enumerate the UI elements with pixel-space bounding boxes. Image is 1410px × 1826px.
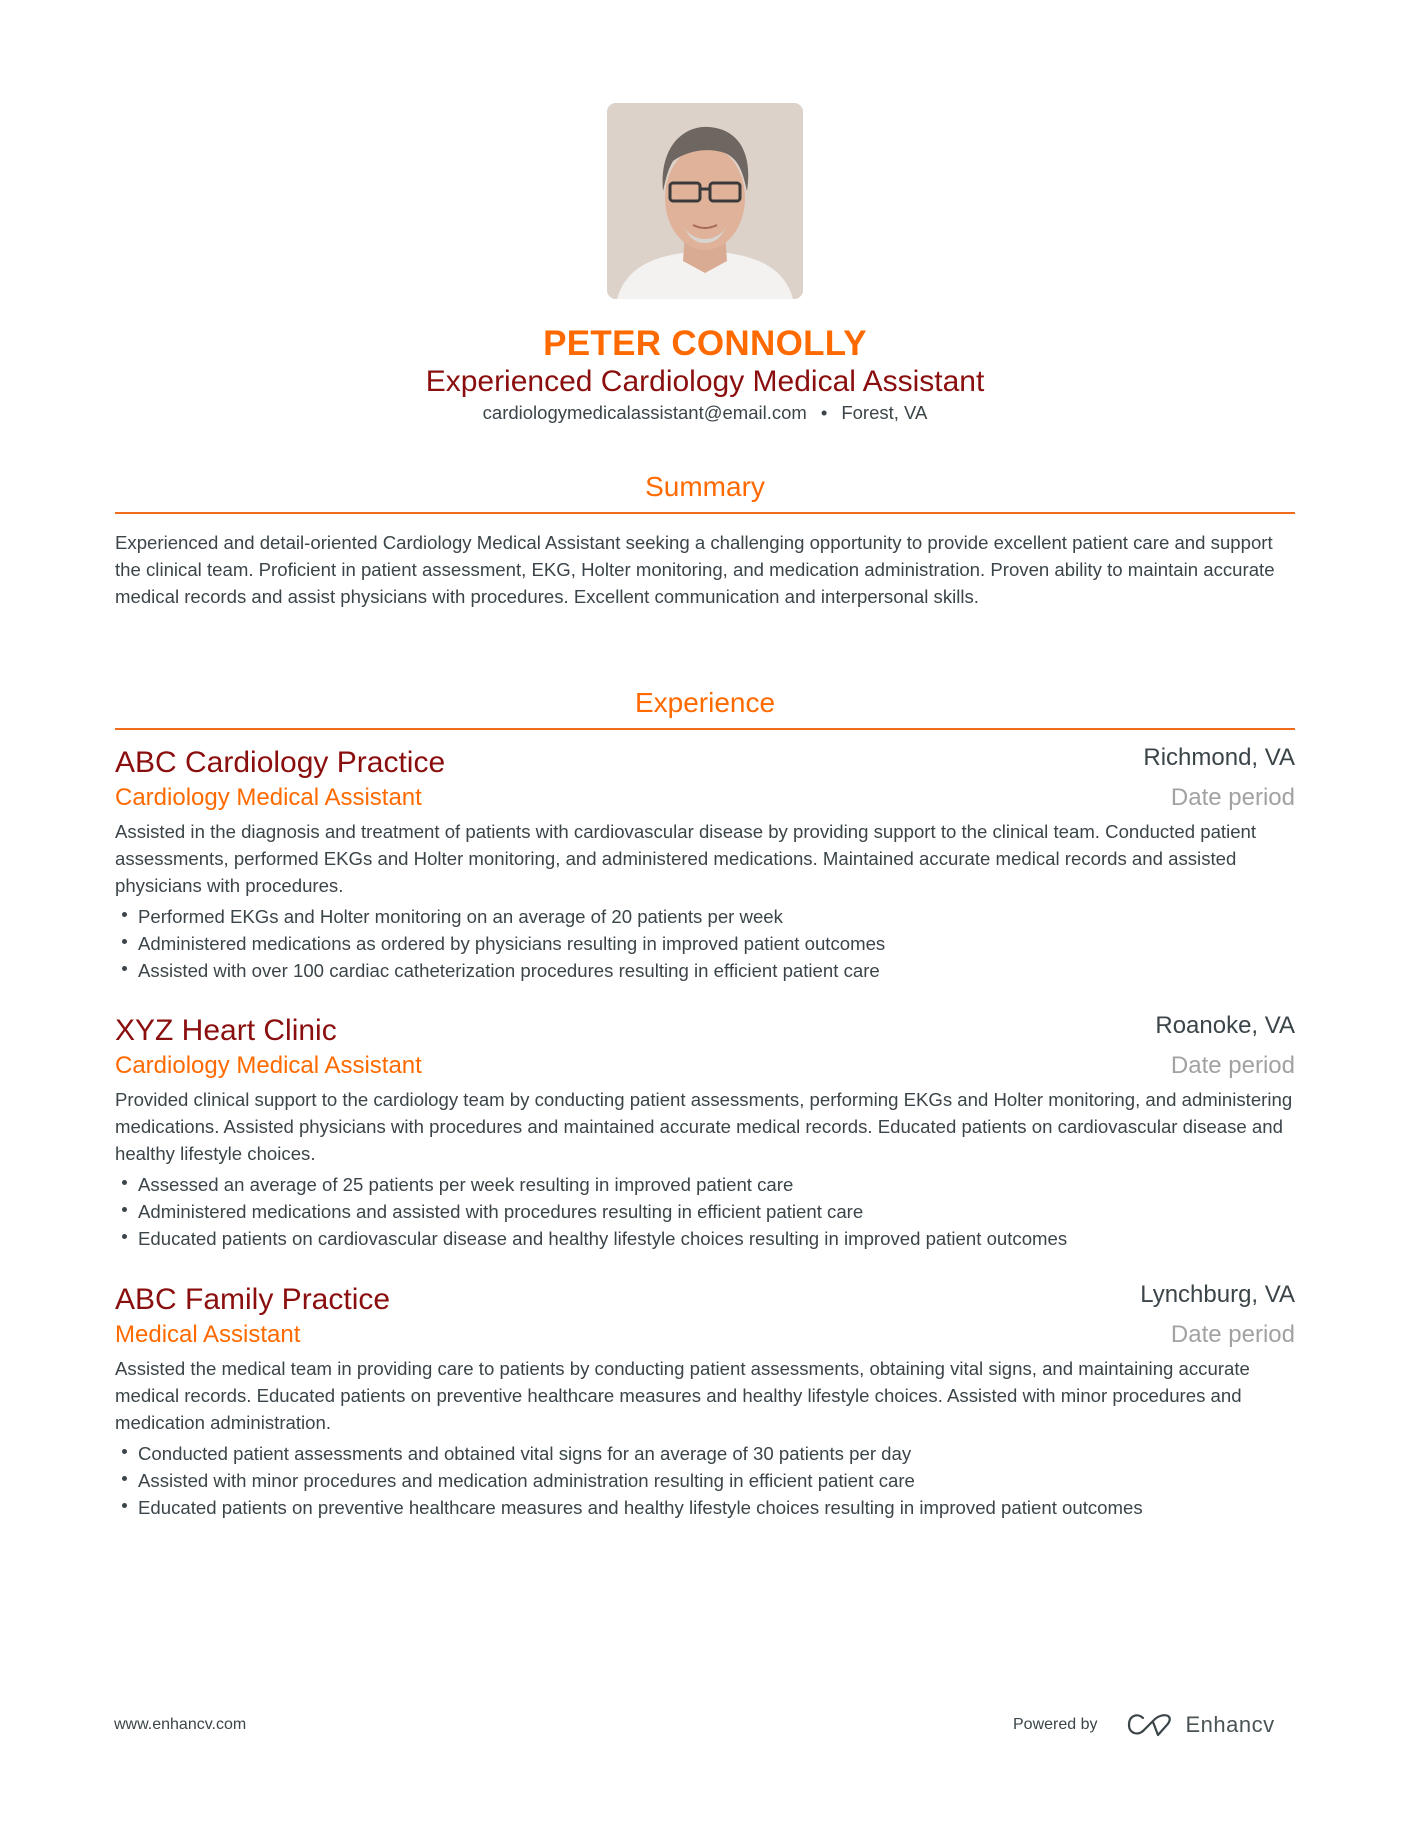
contact-info <box>0 401 1410 425</box>
job-description: Assisted in the diagnosis and treatment of patients with cardiovascular disease by providing support to the clinical team. Conducted patient assessments, performed EKGs and Holter monitoring, and administered medications. Maintained accurate medical records and assisted physicians with procedures. <box>115 821 1257 896</box>
bullet-item: Administered medications as ordered by physicians resulting in improved patient outcomes <box>115 930 1295 957</box>
section-divider <box>115 512 1295 514</box>
job-description: Assisted the medical team in providing care to patients by conducting patient assessments, obtaining vital signs, and maintaining accurate medical records. Educated patients on preventive healthcare measures and healthy lifestyle choices. Assisted with minor procedures and medication administration. <box>115 1358 1250 1433</box>
company-name: XYZ Heart Clinic <box>115 1014 337 1047</box>
job-location: Richmond, VA <box>1143 744 1295 771</box>
experience-entry <box>115 1012 1295 1252</box>
email-link[interactable]: cardiologymedicalassistant@email.com <box>482 402 807 423</box>
person-portrait-icon <box>607 103 803 299</box>
contact-separator: • <box>820 402 828 423</box>
bullet-item: Administered medications and assisted with procedures resulting in efficient patient care <box>115 1198 1295 1225</box>
bullet-item: Assisted with over 100 cardiac catheterization procedures resulting in efficient patient care <box>115 957 1295 984</box>
bullet-dot-icon <box>122 966 127 971</box>
bullet-item: Educated patients on preventive healthcare measures and healthy lifestyle choices resulting in improved patient outcomes <box>115 1494 1295 1521</box>
enhancv-brand-name: Enhancv <box>1185 1712 1275 1737</box>
bullet-item: Conducted patient assessments and obtained vital signs for an average of 30 patients per day <box>115 1440 1295 1467</box>
enhancv-logo-icon <box>1126 1712 1174 1738</box>
job-title: Cardiology Medical Assistant <box>115 784 422 811</box>
candidate-name: PETER CONNOLLY <box>543 324 867 363</box>
bullet-dot-icon <box>122 1207 127 1212</box>
powered-by-label: Powered by <box>1013 1716 1098 1733</box>
company-name: ABC Cardiology Practice <box>115 746 446 779</box>
bullet-dot-icon <box>122 1476 127 1481</box>
experience-entry <box>115 744 1295 984</box>
bullet-item: Assisted with minor procedures and medication administration resulting in efficient patient care <box>115 1467 1295 1494</box>
section-divider <box>115 728 1295 730</box>
job-location: Lynchburg, VA <box>1140 1281 1295 1308</box>
job-title: Cardiology Medical Assistant <box>115 1052 422 1079</box>
job-bullets <box>115 1171 1295 1252</box>
bullet-dot-icon <box>122 939 127 944</box>
profile-photo <box>607 103 803 299</box>
job-bullets <box>115 1440 1295 1521</box>
company-name: ABC Family Practice <box>115 1283 391 1316</box>
footer-website-link[interactable]: www.enhancv.com <box>114 1716 247 1733</box>
location-text: Forest, VA <box>841 402 928 423</box>
bullet-item: Assessed an average of 25 patients per week resulting in improved patient care <box>115 1171 1295 1198</box>
bullet-dot-icon <box>122 1234 127 1239</box>
candidate-headline: Experienced Cardiology Medical Assistant <box>425 365 985 398</box>
job-location: Roanoke, VA <box>1155 1012 1295 1039</box>
job-bullets <box>115 903 1295 984</box>
section-title-experience: Experience <box>634 687 776 718</box>
summary-text: Experienced and detail-oriented Cardiology Medical Assistant seeking a challenging opportunity to provide excellent patient care and support the clinical team. Proficient in patient assessment, EKG, Holter monitoring, and medication administration. Proven ability to maintain accurate medical records and assist physicians with procedures. Excellent communication and interpersonal skills. <box>115 532 1275 607</box>
bullet-dot-icon <box>122 1180 127 1185</box>
job-title: Medical Assistant <box>115 1321 301 1348</box>
bullet-dot-icon <box>122 1449 127 1454</box>
bullet-item: Educated patients on cardiovascular disease and healthy lifestyle choices resulting in improved patient outcomes <box>115 1225 1295 1252</box>
job-description: Provided clinical support to the cardiology team by conducting patient assessments, performing EKGs and Holter monitoring, and administering medications. Assisted physicians with procedures and maintained accurate medical records. Educated patients on cardiovascular disease and healthy lifestyle choices. <box>115 1089 1293 1164</box>
job-date: Date period <box>1170 1052 1295 1079</box>
job-date: Date period <box>1170 784 1295 811</box>
powered-by-badge[interactable] <box>1013 1707 1275 1743</box>
bullet-dot-icon <box>122 912 127 917</box>
bullet-item: Performed EKGs and Holter monitoring on an average of 20 patients per week <box>115 903 1295 930</box>
job-date: Date period <box>1170 1321 1295 1348</box>
bullet-dot-icon <box>122 1503 127 1508</box>
experience-entry <box>115 1281 1295 1521</box>
section-title-summary: Summary <box>645 471 765 502</box>
